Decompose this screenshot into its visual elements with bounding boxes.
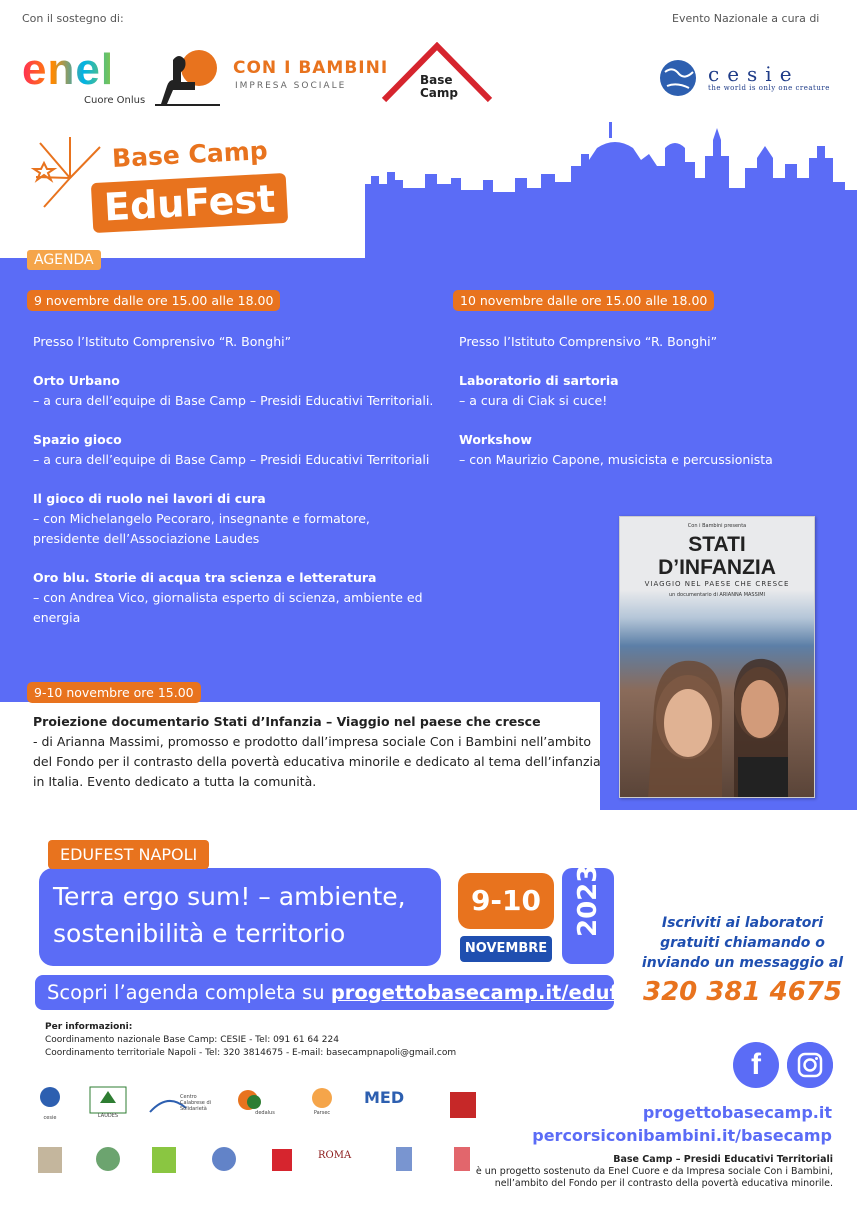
info-line: Coordinamento territoriale Napoli - Tel: 320 3814675 - E-mail: basecampnapoli@gmail.com	[45, 1048, 457, 1058]
day1-column	[33, 332, 443, 628]
municipality-logo	[30, 1145, 70, 1175]
day1-item	[33, 489, 443, 549]
poster-subtitle: VIAGGIO NEL PAESE CHE CRESCE	[644, 580, 790, 588]
partner-logo	[446, 1090, 486, 1120]
municipality-logo	[384, 1145, 424, 1175]
event-title-box	[39, 868, 441, 966]
partner-label: dedalus	[255, 1110, 275, 1116]
cesie-partner-logo	[30, 1085, 70, 1115]
poster-title-line1: STATI	[688, 533, 746, 556]
projection-title: Proiezione documentario Stati d’Infanzia – Viaggio nel paese che cresce	[33, 714, 541, 729]
naples-skyline-icon	[365, 118, 857, 262]
day2-place: Presso l’Istituto Comprensivo “R. Bonghi”	[459, 334, 718, 349]
med-logo: MED	[364, 1088, 405, 1107]
poster-title-line2: D’INFANZIA	[658, 556, 776, 579]
event-year: 2023	[573, 864, 603, 937]
cesie-subtitle: the world is only one creature	[708, 84, 830, 92]
documentary-poster	[619, 516, 815, 798]
municipality-logo	[204, 1145, 244, 1175]
projection-line: del Fondo per il contrasto della povertà educativa minorile e dedicato al tema dell’infanzia	[33, 754, 601, 769]
laudes-logo	[88, 1085, 128, 1115]
day1-date-pill: 9 novembre dalle ore 15.00 alle 18.00	[27, 290, 280, 311]
municipality-logo	[88, 1145, 128, 1175]
enel-logo: enel	[22, 45, 115, 94]
day1-item-title: Spazio gioco	[33, 432, 122, 447]
cesie-globe-icon	[657, 58, 699, 98]
base-camp-logo-text	[420, 74, 458, 100]
day1-item-line: – a cura dell’equipe di Base Camp – Presidi Educativi Territoriali.	[33, 393, 434, 408]
footer-title: Base Camp – Presidi Educativi Territoriali	[613, 1154, 833, 1165]
cesie-title: cesie	[708, 62, 800, 86]
projection-block	[33, 712, 603, 792]
con-i-bambini-logo	[155, 46, 220, 108]
scopri-text: Scopri l’agenda completa su	[47, 981, 331, 1004]
agenda-link-banner	[35, 975, 653, 1010]
info-line: Coordinamento nazionale Base Camp: CESIE - Tel: 091 61 64 224	[45, 1035, 339, 1045]
signup-line1: Iscriviti ai laboratori	[661, 915, 824, 931]
poster-author: un documentario di ARIANNA MASSIMI	[668, 592, 766, 598]
day2-item	[459, 371, 839, 411]
day1-item-title: Il gioco di ruolo nei lavori di cura	[33, 491, 266, 506]
day1-item	[33, 371, 443, 411]
agenda-link[interactable]: progettobasecamp.it/edufest	[330, 981, 653, 1004]
phone-number[interactable]: 320 381 4675	[642, 977, 842, 1007]
enel-sub-label: Cuore Onlus	[84, 95, 146, 106]
municipality-logo	[146, 1145, 186, 1175]
partner-label: Parsec	[313, 1110, 331, 1116]
base-camp-line2: Camp	[420, 86, 458, 100]
support-label: Con il sostegno di:	[22, 12, 124, 25]
facebook-icon[interactable]: f	[733, 1042, 779, 1088]
day1-item	[33, 568, 443, 628]
day1-item-title: Oro blu. Storie di acqua tra scienza e letteratura	[33, 570, 377, 585]
partner-label: LAUDES	[97, 1113, 119, 1119]
poster-pre: Con i Bambini presenta	[687, 523, 747, 529]
day1-item-line: presidente dell’Associazione Laudes	[33, 531, 260, 546]
project-site-link[interactable]: progettobasecamp.it	[642, 1103, 832, 1122]
event-organizer-label: Evento Nazionale a cura di	[672, 12, 820, 25]
signup-line3: inviando un messaggio al	[641, 955, 844, 971]
edufest-title: EduFest	[91, 173, 289, 233]
day1-item-line: energia	[33, 610, 81, 625]
event-title-line1: Terra ergo sum! – ambiente,	[53, 882, 406, 911]
con-i-bambini-title: CON I BAMBINI	[233, 58, 389, 78]
municipality-logo	[262, 1145, 302, 1175]
footer-line: è un progetto sostenuto da Enel Cuore e da Impresa sociale Con i Bambini,	[475, 1166, 833, 1177]
day2-item-title: Workshow	[459, 432, 532, 447]
instagram-icon[interactable]	[787, 1042, 833, 1088]
agenda-tag: AGENDA	[27, 250, 101, 270]
edufest-basecamp-title: Base Camp	[111, 135, 269, 174]
projection-line: in Italia. Evento dedicato a tutta la comunità.	[33, 774, 317, 789]
footer-line: nell’ambito del Fondo per il contrasto della povertà educativa minorile.	[494, 1178, 833, 1189]
con-i-bambini-sub: IMPRESA SOCIALE	[235, 81, 347, 91]
day1-item-title: Orto Urbano	[33, 373, 120, 388]
day2-item-title: Laboratorio di sartoria	[459, 373, 619, 388]
day2-item-line: – a cura di Ciak si cuce!	[459, 393, 608, 408]
info-block	[45, 1021, 456, 1060]
event-title-line2: sostenibilità e territorio	[53, 919, 346, 948]
event-month: NOVEMBRE	[460, 936, 552, 962]
day1-item-line: – con Michelangelo Pecoraro, insegnante e formatore,	[33, 511, 370, 526]
projection-date-pill: 9-10 novembre ore 15.00	[27, 682, 201, 703]
day2-item	[459, 430, 839, 470]
day1-place: Presso l’Istituto Comprensivo “R. Bonghi”	[33, 334, 292, 349]
partner-label: Centro Calabrese di Solidarietà	[180, 1094, 212, 1112]
info-title: Per informazioni:	[45, 1022, 133, 1032]
day2-date-pill: 10 novembre dalle ore 15.00 alle 18.00	[453, 290, 714, 311]
edufest-napoli-tag: EDUFEST NAPOLI	[48, 840, 209, 869]
signup-line2: gratuiti chiamando o	[660, 935, 825, 951]
day1-item	[33, 430, 443, 470]
poster-title	[620, 533, 814, 579]
day2-item-line: – con Maurizio Capone, musicista e percussionista	[459, 452, 773, 467]
event-days: 9-10	[458, 873, 554, 929]
projection-line: - di Arianna Massimi, promosso e prodotto dall’impresa sociale Con i Bambini nell’ambito	[33, 734, 592, 749]
base-camp-line1: Base	[420, 73, 453, 87]
signup-text	[640, 913, 845, 973]
day1-item-line: – con Andrea Vico, giornalista esperto di scienza, ambiente ed	[33, 590, 423, 605]
roma-logo: ROMA	[318, 1150, 352, 1161]
day1-item-line: – a cura dell’equipe di Base Camp – Presidi Educativi Territoriali	[33, 452, 430, 467]
day2-column	[459, 332, 839, 470]
poster-photo	[638, 637, 798, 798]
partner-label: cesie	[43, 1115, 57, 1121]
footer-text	[470, 1154, 833, 1190]
percorsi-site-link[interactable]: percorsiconibambini.it/basecamp	[532, 1126, 832, 1145]
